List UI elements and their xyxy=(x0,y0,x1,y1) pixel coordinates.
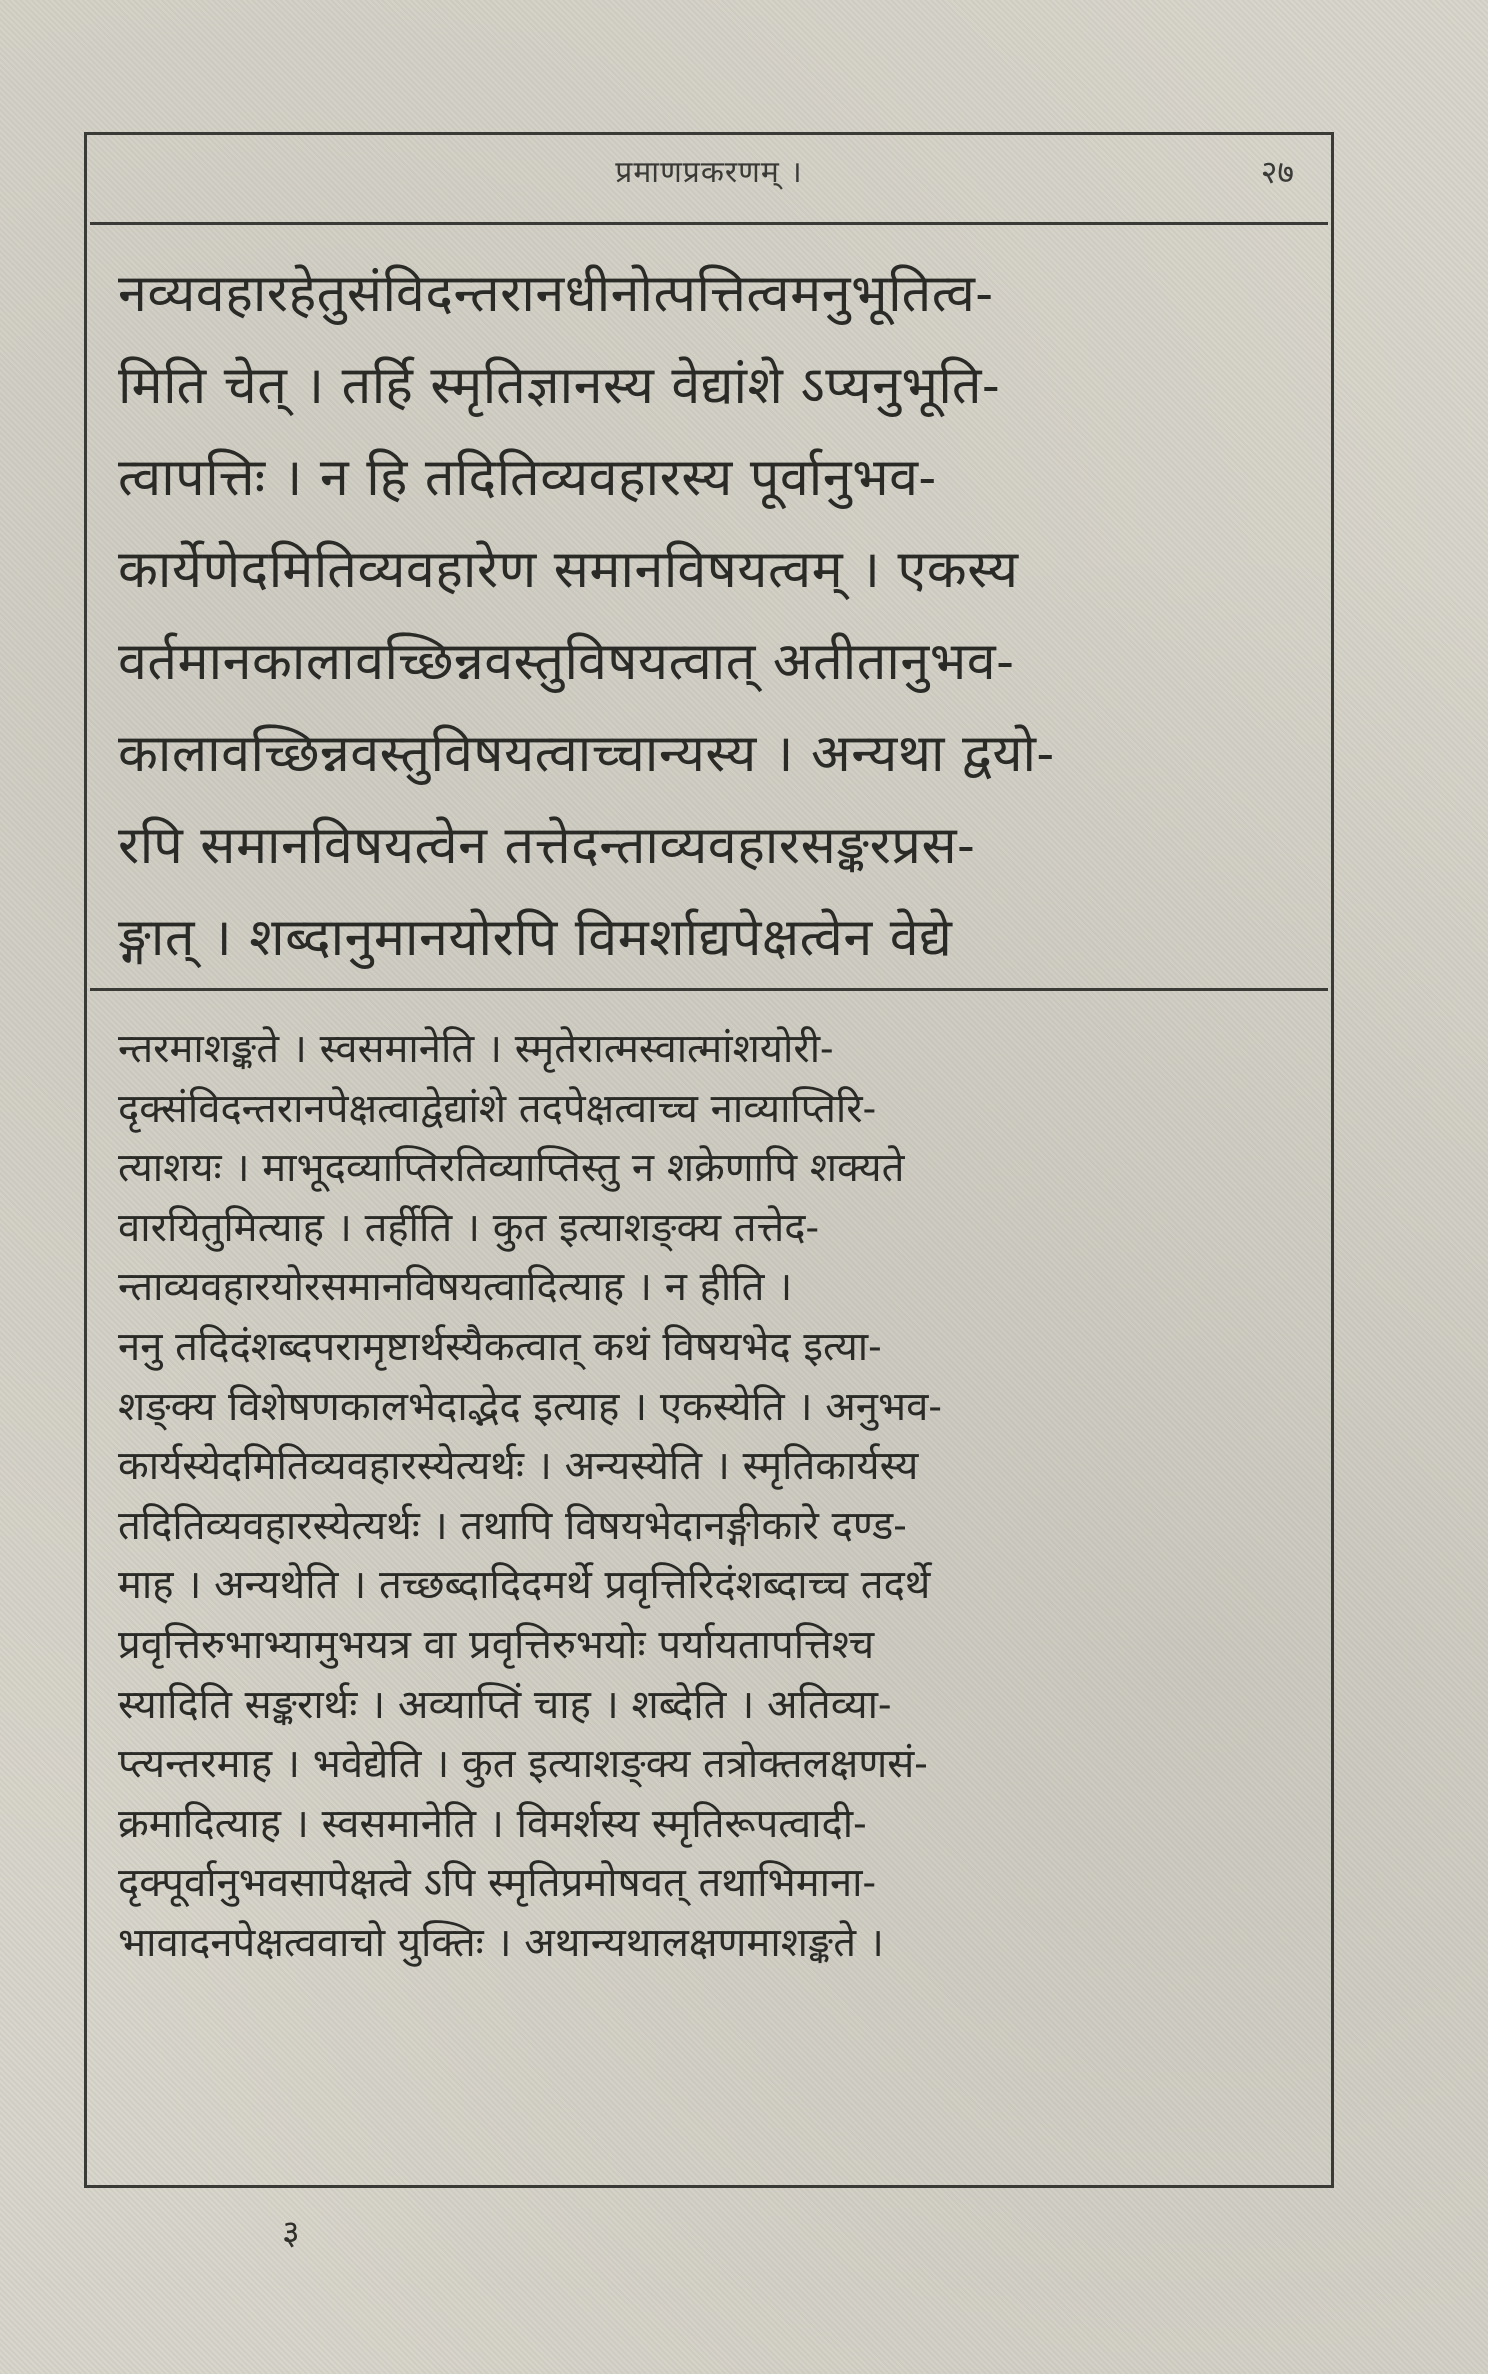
commentary-line: त्याशयः । माभूदव्याप्तिरतिव्याप्तिस्तु न शक्रेणापि शक्यते xyxy=(118,1145,905,1192)
commentary-line: दृक्संविदन्तरानपेक्षत्वाद्वेद्यांशे तदपेक्षत्वाच्च नाव्याप्तिरि- xyxy=(118,1085,877,1132)
commentary-line: न्तरमाशङ्कते । स्वसमानेति । स्मृतेरात्मस्वात्मांशयोरी- xyxy=(118,1026,834,1072)
page-number: २७ xyxy=(1260,153,1294,191)
text-commentary-divider xyxy=(90,988,1328,991)
signature-mark: ३ xyxy=(282,2213,300,2253)
main-text-line: रपि समानविषयत्वेन तत्तेदन्ताव्यवहारसङ्करप्रस- xyxy=(118,816,976,876)
main-text-line: नव्यवहारहेतुसंविदन्तरानधीनोत्पत्तित्वमनुभूतित्व- xyxy=(118,264,994,324)
commentary-line: कार्यस्येदमितिव्यवहारस्येत्यर्थः । अन्यस्येति । स्मृतिकार्यस्य xyxy=(118,1443,919,1490)
commentary-line: तदितिव्यवहारस्येत्यर्थः । तथापि विषयभेदानङ्गीकारे दण्ड- xyxy=(118,1502,907,1549)
main-text-line: मिति चेत् । तर्हि स्मृतिज्ञानस्य वेद्यांशे ऽप्यनुभूति- xyxy=(118,356,1001,416)
commentary-block xyxy=(118,1020,1308,1974)
commentary-line: वारयितुमित्याह । तर्हीति । कुत इत्याशङ्क्य तत्तेद- xyxy=(118,1204,819,1251)
running-title: प्रमाणप्रकरणम् । xyxy=(615,155,803,190)
commentary-line: क्रमादित्याह । स्वसमानेति । विमर्शस्य स्मृतिरूपत्वादी- xyxy=(118,1800,867,1847)
main-text-line: कार्येणेदमितिव्यवहारेण समानविषयत्वम् । एकस्य xyxy=(118,540,1019,600)
commentary-line: स्यादिति सङ्करार्थः । अव्याप्तिं चाह । शब्देति । अतिव्या- xyxy=(118,1681,892,1728)
commentary-line: दृक्पूर्वानुभवसापेक्षत्वे ऽपि स्मृतिप्रमोषवत् तथाभिमाना- xyxy=(118,1860,877,1907)
commentary-line: माह । अन्यथेति । तच्छब्दादिदमर्थे प्रवृत्तिरिदंशब्दाच्च तदर्थे xyxy=(118,1562,931,1609)
main-text-block xyxy=(118,248,1308,984)
main-text-line: त्वापत्तिः । न हि तदितिव्यवहारस्य पूर्वानुभव- xyxy=(118,448,937,508)
commentary-line: न्ताव्यवहारयोरसमानविषयत्वादित्याह । न हीति । xyxy=(118,1264,793,1311)
header-rule xyxy=(90,222,1328,225)
main-text-line: कालावच्छिन्नवस्तुविषयत्वाच्चान्यस्य । अन्यथा द्वयो- xyxy=(118,724,1055,784)
main-text-line: ङ्गात् । शब्दानुमानयोरपि विमर्शाद्यपेक्षत्वेन वेद्ये xyxy=(118,908,953,968)
commentary-line: भावादनपेक्षत्ववाचो युक्तिः । अथान्यथालक्षणमाशङ्कते । xyxy=(118,1919,884,1966)
page-header xyxy=(84,150,1334,200)
commentary-line: शङ्क्य विशेषणकालभेदाद्भेद इत्याह । एकस्येति । अनुभव- xyxy=(118,1383,942,1430)
commentary-line: प्रवृत्तिरुभाभ्यामुभयत्र वा प्रवृत्तिरुभयोः पर्यायतापत्तिश्च xyxy=(118,1621,875,1668)
commentary-line: प्त्यन्तरमाह । भवेद्येति । कुत इत्याशङ्क्य तत्रोक्तलक्षणसं- xyxy=(118,1741,928,1788)
commentary-line: ननु तदिदंशब्दपरामृष्टार्थस्यैकत्वात् कथं विषयभेद इत्या- xyxy=(118,1323,882,1370)
main-text-line: वर्तमानकालावच्छिन्नवस्तुविषयत्वात् अतीतानुभव- xyxy=(118,632,1015,692)
